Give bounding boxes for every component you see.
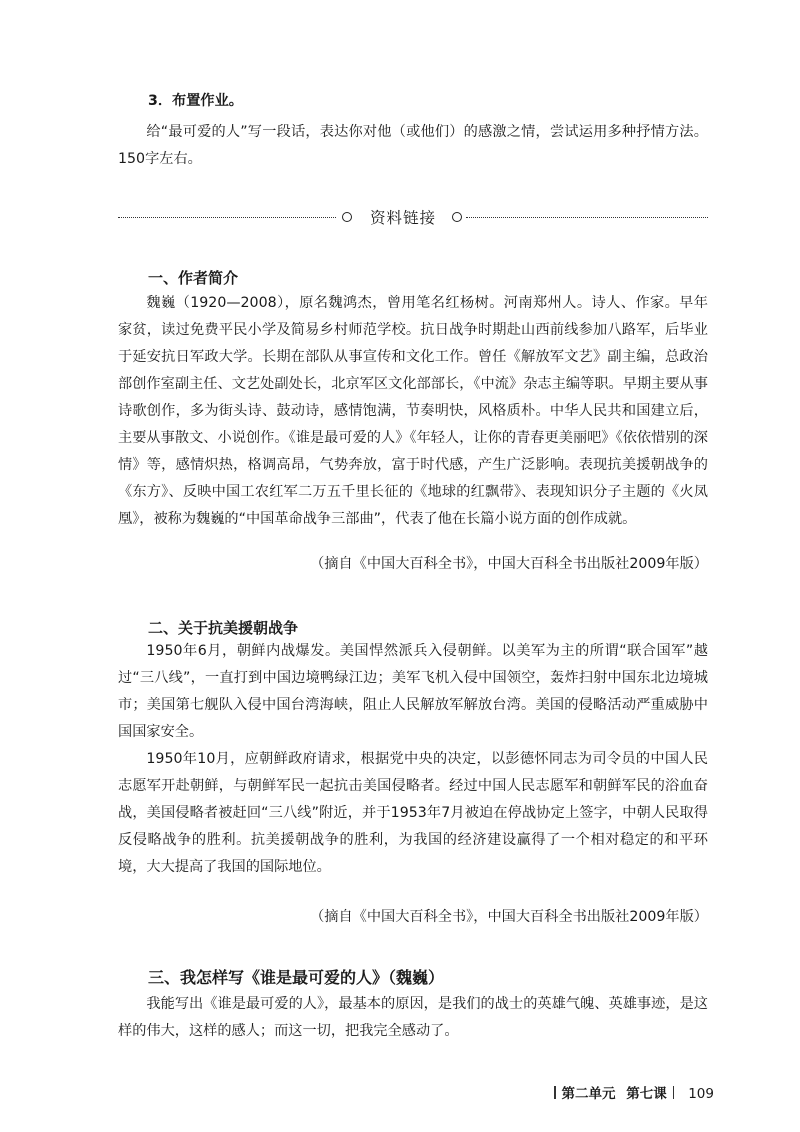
howto-paragraph: 我能写出《谁是最可爱的人》，最基本的原因，是我们的战士的英雄气魄、英雄事迹，是这样的伟大，这样的感人；而这一切，把我完全感动了。 — [118, 996, 708, 1039]
divider-circle-icon — [452, 212, 462, 222]
author-bio-paragraph: 魏巍（1920—2008），原名魏鸿杰，曾用笔名红杨树。河南郑州人。诗人、作家。早年家贫，读过免费平民小学及简易乡村师范学校。抗日战争时期赴山西前线参加八路军，后毕业于延安抗日军政大学。长期在部队从事宣传和文化工作。曾任《解放军文艺》副主编，总政治部创作室副主任、文艺处副处长，北京军区文化部部长，《中流》杂志主编等职。早期主要从事诗歌创作，多为街头诗、鼓动诗，感情饱满，节奏明快，风格质朴。中华人民共和国建立后，主要从事散文、小说创作。《谁是最可爱的人》《年轻人，让你的青春更美丽吧》《依依惜别的深情》等，感情炽热，格调高昂，气势奔放，富于时代感，产生广泛影响。表现抗美援朝战争的《东方》、反映中国工农红军二万五千里长征的《地球的红飘带》、表现知识分子主题的《火凤凰》，被称为魏巍的“中国革命战争三部曲”，代表了他在长篇小说方面的创作成就。 — [118, 295, 708, 527]
resource-link-divider — [118, 207, 708, 229]
homework-heading: 3．布置作业。 — [148, 93, 243, 109]
footer-unit: 第二单元 — [561, 1086, 616, 1102]
section-heading-howto: 三、我怎样写《谁是最可爱的人》（魏巍） — [148, 968, 445, 987]
citation: （摘自《中国大百科全书》，中国大百科全书出版社2009年版） — [310, 556, 708, 572]
divider-circle-icon — [342, 212, 352, 222]
divider-right-dots — [466, 217, 708, 218]
footer-lesson: 第七课 — [626, 1086, 667, 1102]
page-footer — [548, 1084, 714, 1104]
section-heading-war: 二、关于抗美援朝战争 — [148, 619, 299, 637]
war-paragraph-2: 1950年10月，应朝鲜政府请求，根据党中央的决定，以彭德怀同志为司令员的中国人民志愿军开赴朝鲜，与朝鲜军民一起抗击美国侵略者。经过中国人民志愿军和朝鲜军民的浴血奋战，美国侵略者被赶回“三八线”附近，并于1953年7月被迫在停战协定上签字，中朝人民取得反侵略战争的胜利。抗美援朝战争的胜利，为我国的经济建设赢得了一个相对稳定的和平环境，大大提高了我国的国际地位。 — [118, 751, 708, 875]
divider-title: 资料链接 — [369, 209, 436, 227]
citation: （摘自《中国大百科全书》，中国大百科全书出版社2009年版） — [310, 909, 708, 925]
war-paragraph-1: 1950年6月，朝鲜内战爆发。美国悍然派兵入侵朝鲜。以美军为主的所谓“联合国军”越过“三八线”，一直打到中国边境鸭绿江边；美军飞机入侵中国领空，轰炸扫射中国东北边境城市；美国第七舰队入侵中国台湾海峡，阻止人民解放军解放台湾。美国的侵略活动严重威胁中国国家安全。 — [118, 643, 708, 740]
section-heading-author: 一、作者简介 — [148, 269, 239, 287]
homework-text: 给“最可爱的人”写一段话，表达你对他（或他们）的感激之情，尝试运用多种抒情方法。150字左右。 — [118, 124, 708, 167]
footer-divider — [673, 1086, 675, 1099]
page-number: 109 — [688, 1086, 714, 1102]
divider-left-dots — [118, 217, 336, 218]
footer-divider — [554, 1086, 556, 1099]
